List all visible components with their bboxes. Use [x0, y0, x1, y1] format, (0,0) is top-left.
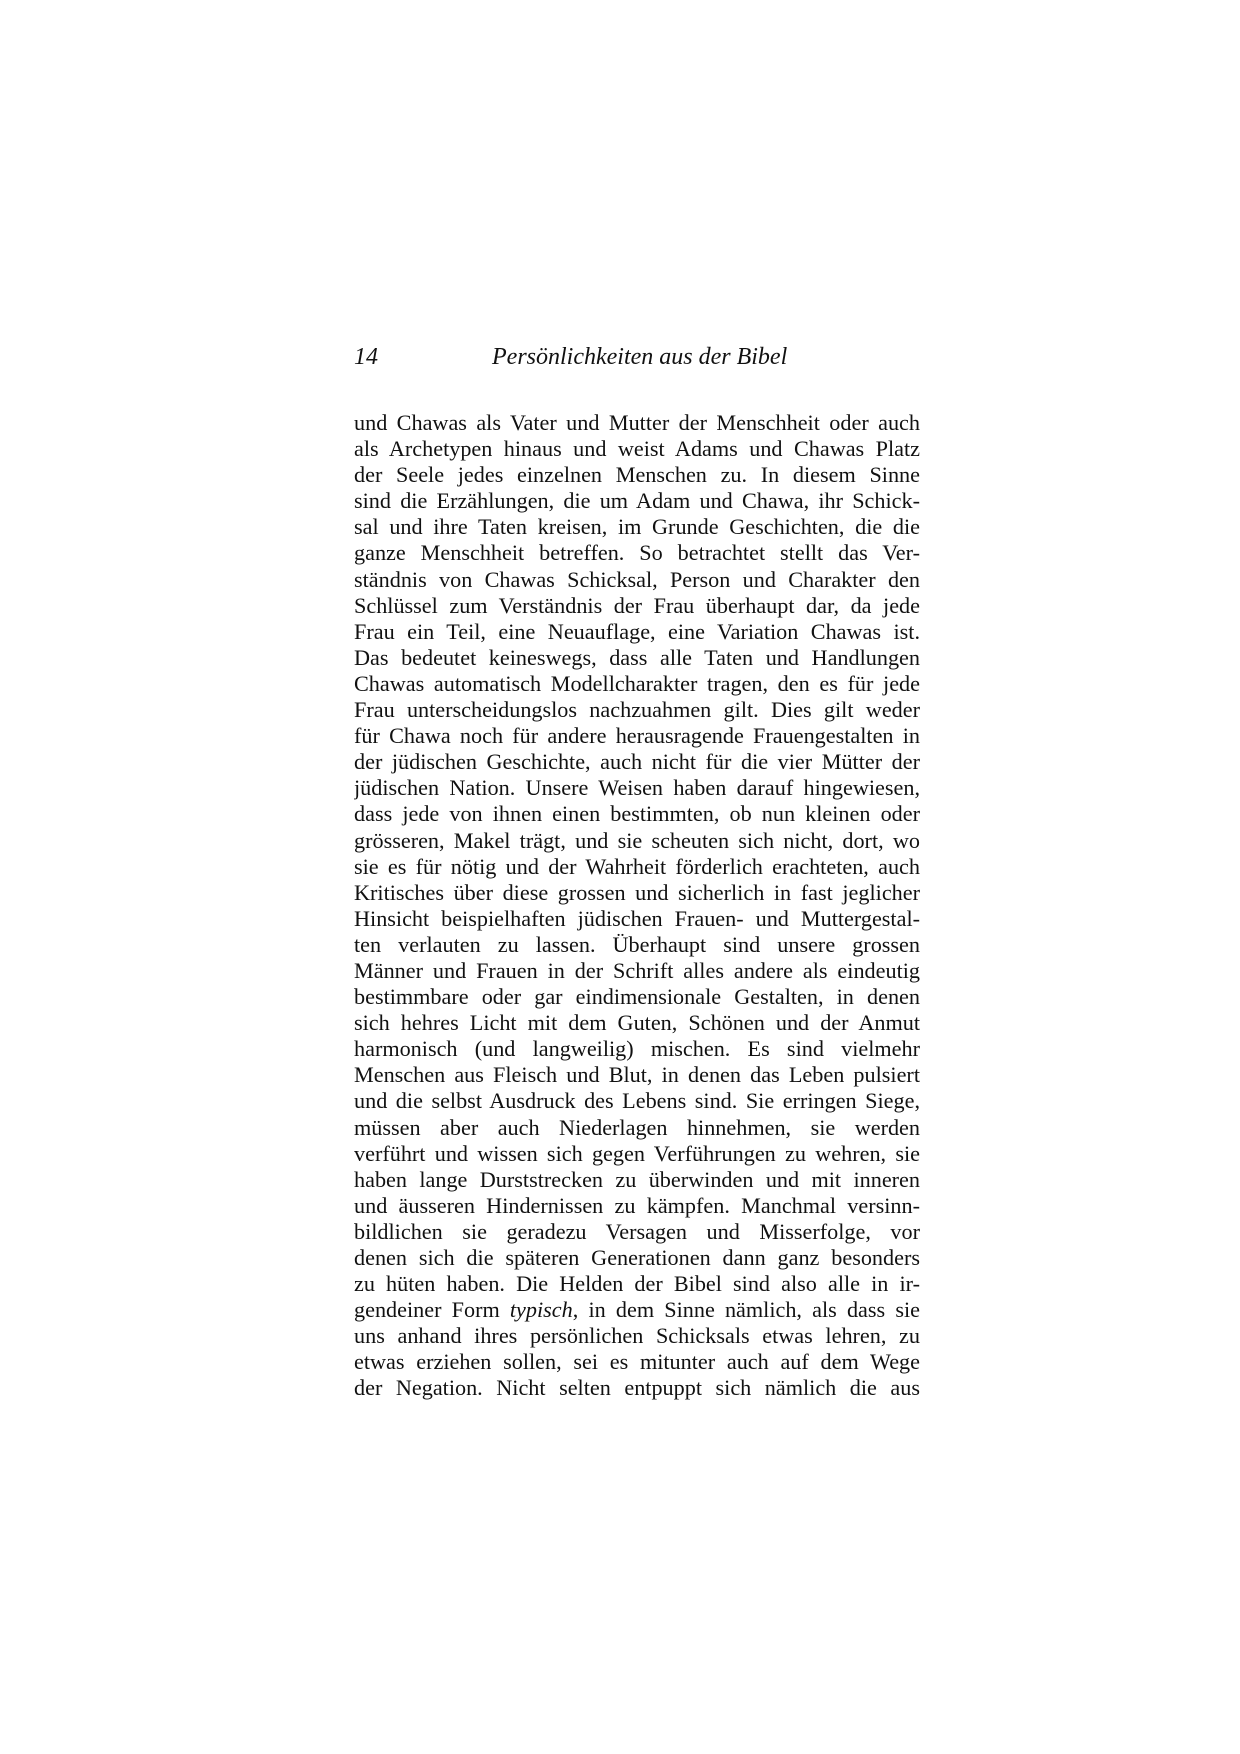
- page-number: 14: [354, 344, 378, 370]
- text-line: sal und ihre Taten kreisen, im Grunde Geschichten, die die: [354, 514, 920, 540]
- text-line: Frau unterscheidungslos nachzuahmen gilt. Dies gilt weder: [354, 697, 920, 723]
- running-title: Persönlichkeiten aus der Bibel: [492, 344, 788, 370]
- text-line: als Archetypen hinaus und weist Adams und Chawas Platz: [354, 436, 920, 462]
- text-line: Das bedeutet keineswegs, dass alle Taten und Handlungen: [354, 644, 920, 670]
- text-line: der Seele jedes einzelnen Menschen zu. In diesem Sinne: [354, 462, 920, 488]
- text-line: ten verlauten zu lassen. Überhaupt sind unsere grossen: [354, 931, 920, 957]
- text-line: uns anhand ihres persönlichen Schicksals etwas lehren, zu: [354, 1323, 920, 1349]
- text-line: denen sich die späteren Generationen dann ganz besonders: [354, 1245, 920, 1270]
- text-line: Männer und Frauen in der Schrift alles andere als eindeutig: [354, 957, 920, 983]
- text-line: ganze Menschheit betreffen. So betrachtet stellt das Ver-: [354, 540, 920, 566]
- emphasis-typisch: typisch: [509, 1297, 573, 1323]
- text-segment: gendeiner Form: [354, 1297, 510, 1323]
- text-line: Hinsicht beispielhaften jüdischen Frauen- und Muttergestal-: [354, 905, 920, 931]
- text-line: verführt und wissen sich gegen Verführungen zu wehren, sie: [354, 1140, 920, 1166]
- running-head: [354, 340, 920, 374]
- text-segment: , in dem Sinne nämlich, als dass sie: [572, 1297, 920, 1323]
- text-line: der jüdischen Geschichte, auch nicht für die vier Mütter der: [354, 749, 920, 775]
- text-line: sie es für nötig und der Wahrheit förderlich erachteten, auch: [354, 853, 920, 879]
- text-line: und Chawas als Vater und Mutter der Menschheit oder auch: [354, 410, 920, 435]
- text-line: Kritisches über diese grossen und sicherlich in fast jeglicher: [354, 879, 920, 905]
- text-line: bildlichen sie geradezu Versagen und Misserfolge, vor: [354, 1218, 920, 1244]
- body-paragraph: [354, 410, 920, 1402]
- text-line: etwas erziehen sollen, sei es mitunter auch auf dem Wege: [354, 1349, 920, 1375]
- text-line: sich hehres Licht mit dem Guten, Schönen und der Anmut: [354, 1010, 920, 1036]
- text-line: ständnis von Chawas Schicksal, Person und Charakter den: [354, 566, 920, 592]
- text-line: grösseren, Makel trägt, und sie scheuten sich nicht, dort, wo: [354, 827, 920, 853]
- text-line: dass jede von ihnen einen bestimmten, ob nun kleinen oder: [354, 801, 920, 827]
- text-line: zu hüten haben. Die Helden der Bibel sind also alle in ir-: [354, 1271, 920, 1297]
- text-line: für Chawa noch für andere herausragende Frauengestalten in: [354, 723, 920, 749]
- text-line: müssen aber auch Niederlagen hinnehmen, sie werden: [354, 1114, 920, 1140]
- text-line: Schlüssel zum Verständnis der Frau überhaupt dar, da jede: [354, 592, 920, 618]
- text-line-with-emphasis: [354, 1297, 920, 1323]
- text-line: bestimmbare oder gar eindimensionale Gestalten, in denen: [354, 984, 920, 1010]
- text-line: sind die Erzählungen, die um Adam und Chawa, ihr Schick-: [354, 488, 920, 514]
- text-line: jüdischen Nation. Unsere Weisen haben darauf hingewiesen,: [354, 775, 920, 801]
- text-line: Chawas automatisch Modellcharakter tragen, den es für jede: [354, 670, 920, 696]
- text-line: Frau ein Teil, eine Neuauflage, eine Variation Chawas ist.: [354, 618, 920, 644]
- text-line: und äusseren Hindernissen zu kämpfen. Manchmal versinn-: [354, 1192, 920, 1218]
- text-line: Menschen aus Fleisch und Blut, in denen das Leben pulsiert: [354, 1062, 920, 1088]
- text-line: und die selbst Ausdruck des Lebens sind. Sie erringen Siege,: [354, 1088, 920, 1114]
- text-line: harmonisch (und langweilig) mischen. Es sind vielmehr: [354, 1036, 920, 1062]
- text-line: haben lange Durststrecken zu überwinden und mit inneren: [354, 1166, 920, 1192]
- text-line: der Negation. Nicht selten entpuppt sich nämlich die aus: [354, 1375, 920, 1401]
